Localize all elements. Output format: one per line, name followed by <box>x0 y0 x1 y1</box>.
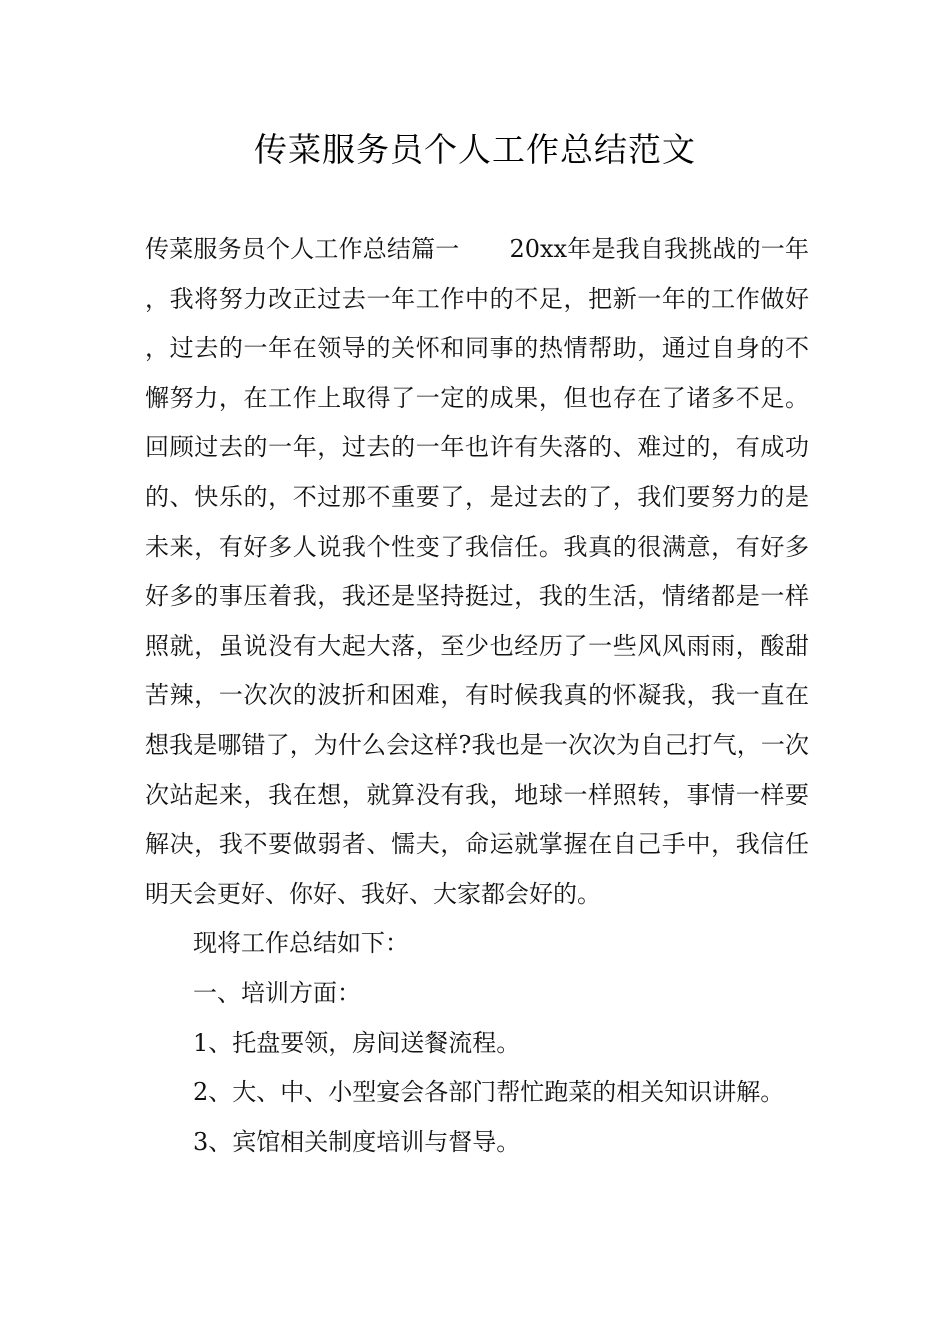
summary-intro-paragraph: 现将工作总结如下： <box>193 929 409 958</box>
intro-paragraph <box>145 225 809 919</box>
intro-heading: 传菜服务员个人工作总结篇一 <box>145 235 460 263</box>
intro-body: 20xx年是我自我挑战的一年，我将努力改正过去一年工作中的不足，把新一年的工作做好，过去的一年在领导的关怀和同事的热情帮助，通过自身的不懈努力，在工作上取得了一定的成果，但也存在了诸多不足。回顾过去的一年，过去的一年也许有失落的、难过的，有成功的、快乐的，不过那不重要了，是过去的了，我们要努力的是未来，有好多人说我个性变了我信任。我真的很满意，有好多好多的事压着我，我还是坚持挺过，我的生活，情绪都是一样照就，虽说没有大起大落，至少也经历了一些风风雨雨，酸甜苦辣，一次次的波折和困难，有时候我真的怀凝我，我一直在想我是哪错了，为什么会这样?我也是一次次为自己打气，一次次站起来，我在想，就算没有我，地球一样照转，事情一样要解决，我不要做弱者、懦夫，命运就掌握在自己手中，我信任明天会更好、你好、我好、大家都会好的。 <box>145 235 810 908</box>
section-one-heading: 一、培训方面： <box>193 978 361 1007</box>
document-body <box>145 225 809 1167</box>
document-title: 传菜服务员个人工作总结范文 <box>254 130 696 169</box>
list-item-3: 3、宾馆相关制度培训与督导。 <box>193 1127 521 1156</box>
list-item-2: 2、大、中、小型宴会各部门帮忙跑菜的相关知识讲解。 <box>193 1078 785 1107</box>
list-item-1: 1、托盘要领，房间送餐流程。 <box>193 1028 521 1057</box>
